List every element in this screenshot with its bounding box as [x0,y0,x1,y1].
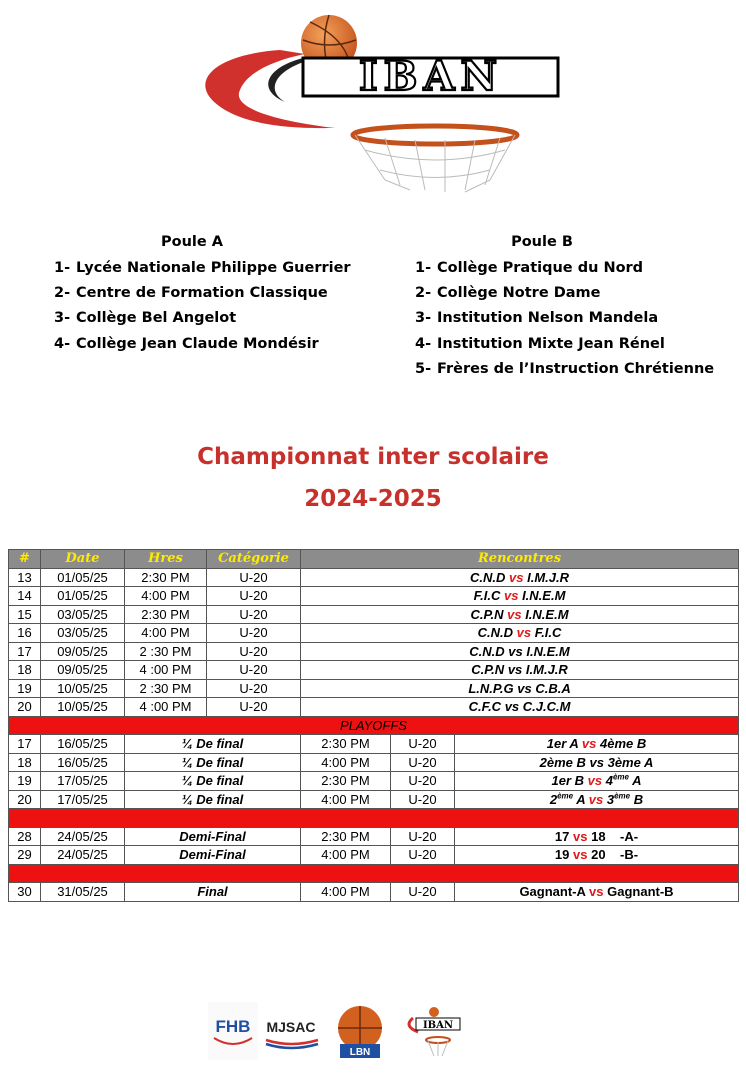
team-away-pool: B [633,791,644,807]
iban-small-logo [409,1007,460,1056]
ordinal-suffix: ème [614,791,631,801]
ordinal-suffix: ème [612,772,629,782]
match-date: 10/05/25 [41,679,125,698]
match-time: 2:30 PM [301,735,391,754]
playoffs-label: PLAYOFFS [9,716,739,735]
match-num: 18 [9,753,41,772]
team-home: C.N.D [469,643,505,659]
match-teams [455,846,739,865]
vs-label: vs [517,680,532,696]
team-away: I.M.J.R [525,662,568,678]
table-row [9,846,739,865]
vs-label: vs [508,643,523,659]
match-category: U-20 [391,846,455,865]
team-away: F.I.C [534,625,562,641]
match-category: U-20 [391,735,455,754]
vs-label: vs [581,736,597,752]
team-home-pool: A [576,791,586,807]
poule-b-team: 4- Institution Mixte Jean Rénel [415,335,665,352]
iban-logo [185,10,570,205]
table-row [9,827,739,846]
match-category: U-20 [207,642,301,661]
match-teams [455,753,739,772]
separator-cell [9,809,739,828]
match-time: 2 :30 PM [125,642,207,661]
match-time: 4 :00 PM [125,661,207,680]
table-header-row [9,550,739,569]
match-teams [301,605,739,624]
match-num: 30 [9,883,41,902]
team-home: C.N.D [470,569,506,585]
vs-label: vs [589,754,604,770]
poule-b-title: Poule B [511,234,573,250]
championship-season: 2024-2025 [304,486,442,512]
team-home: 19 [554,847,570,863]
match-time: 4:00 PM [125,587,207,606]
match-teams [301,587,739,606]
match-category: U-20 [207,605,301,624]
team-away-rank: 4 [605,773,613,789]
vs-label: vs [587,773,603,789]
match-date: 03/05/25 [41,624,125,643]
vs-label: vs [516,625,532,641]
match-teams [301,698,739,717]
match-category: U-20 [391,772,455,791]
team-home: F.I.C [473,588,501,604]
match-teams [455,772,739,791]
team-away: 3ème A [607,754,654,770]
separator-band [9,809,739,828]
separator-band [9,864,739,883]
match-num: 13 [9,568,41,587]
team-home: 2ème B [539,754,586,770]
match-category: U-20 [207,568,301,587]
match-time: 4:00 PM [301,846,391,865]
header-matches: Rencontres [301,550,739,569]
match-date: 16/05/25 [41,735,125,754]
poule-a-team: 3- Collège Bel Angelot [54,310,237,327]
match-date: 24/05/25 [41,846,125,865]
table-row [9,661,739,680]
team-away: Gagnant-B [607,884,674,900]
match-date: 01/05/25 [41,587,125,606]
vs-label: vs [573,828,588,844]
header-date: Date [41,550,125,569]
team-away: I.N.E.M [526,643,570,659]
header-category: Catégorie [207,550,301,569]
match-category: U-20 [207,679,301,698]
match-category: U-20 [207,661,301,680]
team-home: 17 [554,828,570,844]
match-teams [455,883,739,902]
match-time: 2:30 PM [301,827,391,846]
vs-label: vs [588,791,604,807]
match-time: 4 :00 PM [125,698,207,717]
vs-label: vs [504,699,520,715]
team-home: 1er A [546,736,579,752]
match-date: 03/05/25 [41,605,125,624]
match-num: 28 [9,827,41,846]
match-num: 20 [9,698,41,717]
match-time: 4:00 PM [301,790,391,809]
match-time: 2:30 PM [125,568,207,587]
team-home-rank: 2 [549,791,558,807]
match-num: 18 [9,661,41,680]
svg-text:MJSAC: MJSAC [266,1019,316,1035]
poule-b-team: 2- Collège Notre Dame [415,285,601,302]
match-teams [455,827,739,846]
team-away: C.J.C.M [522,699,571,715]
match-category: U-20 [391,790,455,809]
header-hours: Hres [125,550,207,569]
team-away: 4ème B [600,736,647,752]
vs-label: vs [503,588,519,604]
match-time: 4:00 PM [301,753,391,772]
team-away: I.N.E.M [525,606,569,622]
team-away-pool: A [632,773,642,789]
match-category: U-20 [207,624,301,643]
team-home: C.P.N [471,662,505,678]
match-num: 20 [9,790,41,809]
table-row [9,679,739,698]
semi-tag: -A- [620,828,639,844]
vs-label: vs [573,847,588,863]
table-row [9,605,739,624]
match-date: 16/05/25 [41,753,125,772]
poule-a-team: 2- Centre de Formation Classique [54,285,328,302]
match-teams [455,790,739,809]
match-teams [301,624,739,643]
ordinal-suffix: ème [557,791,574,801]
team-away-rank: 3 [606,791,615,807]
poule-b [415,234,715,382]
team-away: C.B.A [535,680,571,696]
match-round: ¼ De final [125,790,301,809]
match-teams [301,642,739,661]
team-away: I.M.J.R [527,569,570,585]
match-round: Demi-Final [125,846,301,865]
match-round: Demi-Final [125,827,301,846]
header-num: # [9,550,41,569]
svg-text:IBAN: IBAN [422,1020,454,1031]
match-round: ¼ De final [125,735,301,754]
vs-label: vs [507,662,523,678]
match-time: 4:00 PM [301,883,391,902]
team-away: I.N.E.M [522,588,566,604]
table-row [9,753,739,772]
table-row [9,642,739,661]
vs-label: vs [509,569,524,585]
match-teams [301,661,739,680]
match-num: 19 [9,679,41,698]
match-num: 15 [9,605,41,624]
table-row [9,883,739,902]
table-row [9,772,739,791]
match-num: 29 [9,846,41,865]
poule-b-team: 1- Collège Pratique du Nord [415,260,644,276]
table-row [9,790,739,809]
mjsac-logo [266,1019,318,1048]
match-round: ¼ De final [125,753,301,772]
table-row [9,735,739,754]
match-teams [301,679,739,698]
poule-a [54,234,354,357]
match-date: 09/05/25 [41,642,125,661]
match-num: 14 [9,587,41,606]
lbn-logo [338,1006,382,1058]
match-category: U-20 [391,827,455,846]
svg-text:LBN: LBN [349,1047,371,1058]
match-category: U-20 [391,883,455,902]
match-num: 17 [9,735,41,754]
footer-logos [208,998,468,1064]
match-time: 2 :30 PM [125,679,207,698]
match-time: 4:00 PM [125,624,207,643]
table-row [9,587,739,606]
match-teams [455,735,739,754]
championship-title: Championnat inter scolaire [197,444,549,470]
match-time: 2:30 PM [125,605,207,624]
team-home: Gagnant-A [519,884,586,900]
team-away: 20 [591,847,606,863]
team-home: C.N.D [477,625,513,641]
match-num: 16 [9,624,41,643]
schedule-table [8,549,739,902]
fhb-logo [208,1002,258,1060]
vs-label: vs [589,884,604,900]
table-row [9,624,739,643]
poule-b-team: 3- Institution Nelson Mandela [415,310,659,327]
match-time: 2:30 PM [301,772,391,791]
match-round: Final [125,883,301,902]
match-category: U-20 [391,753,455,772]
svg-text:FHB: FHB [215,1017,251,1036]
poule-b-team: 5- Frères de l’Instruction Chrétienne [415,360,715,377]
match-date: 17/05/25 [41,790,125,809]
team-home: C.P.N [470,606,504,622]
semi-tag: -B- [620,847,639,863]
team-home: 1er B [551,773,585,789]
match-date: 09/05/25 [41,661,125,680]
poule-a-title: Poule A [161,234,223,250]
match-date: 01/05/25 [41,568,125,587]
match-date: 17/05/25 [41,772,125,791]
match-category: U-20 [207,698,301,717]
match-date: 10/05/25 [41,698,125,717]
playoffs-band [9,716,739,735]
match-num: 19 [9,772,41,791]
team-away: 18 [591,828,606,844]
svg-text:IBAN: IBAN [358,53,504,100]
match-date: 24/05/25 [41,827,125,846]
team-home: L.N.P.G [468,680,514,696]
match-round: ¼ De final [125,772,301,791]
team-home: C.F.C [468,699,502,715]
match-date: 31/05/25 [41,883,125,902]
poule-a-team: 4- Collège Jean Claude Mondésir [54,335,319,352]
match-num: 17 [9,642,41,661]
separator-cell [9,864,739,883]
table-row [9,568,739,587]
match-category: U-20 [207,587,301,606]
poule-a-team: 1- Lycée Nationale Philippe Guerrier [54,260,351,276]
table-row [9,698,739,717]
vs-label: vs [507,606,522,622]
match-teams [301,568,739,587]
